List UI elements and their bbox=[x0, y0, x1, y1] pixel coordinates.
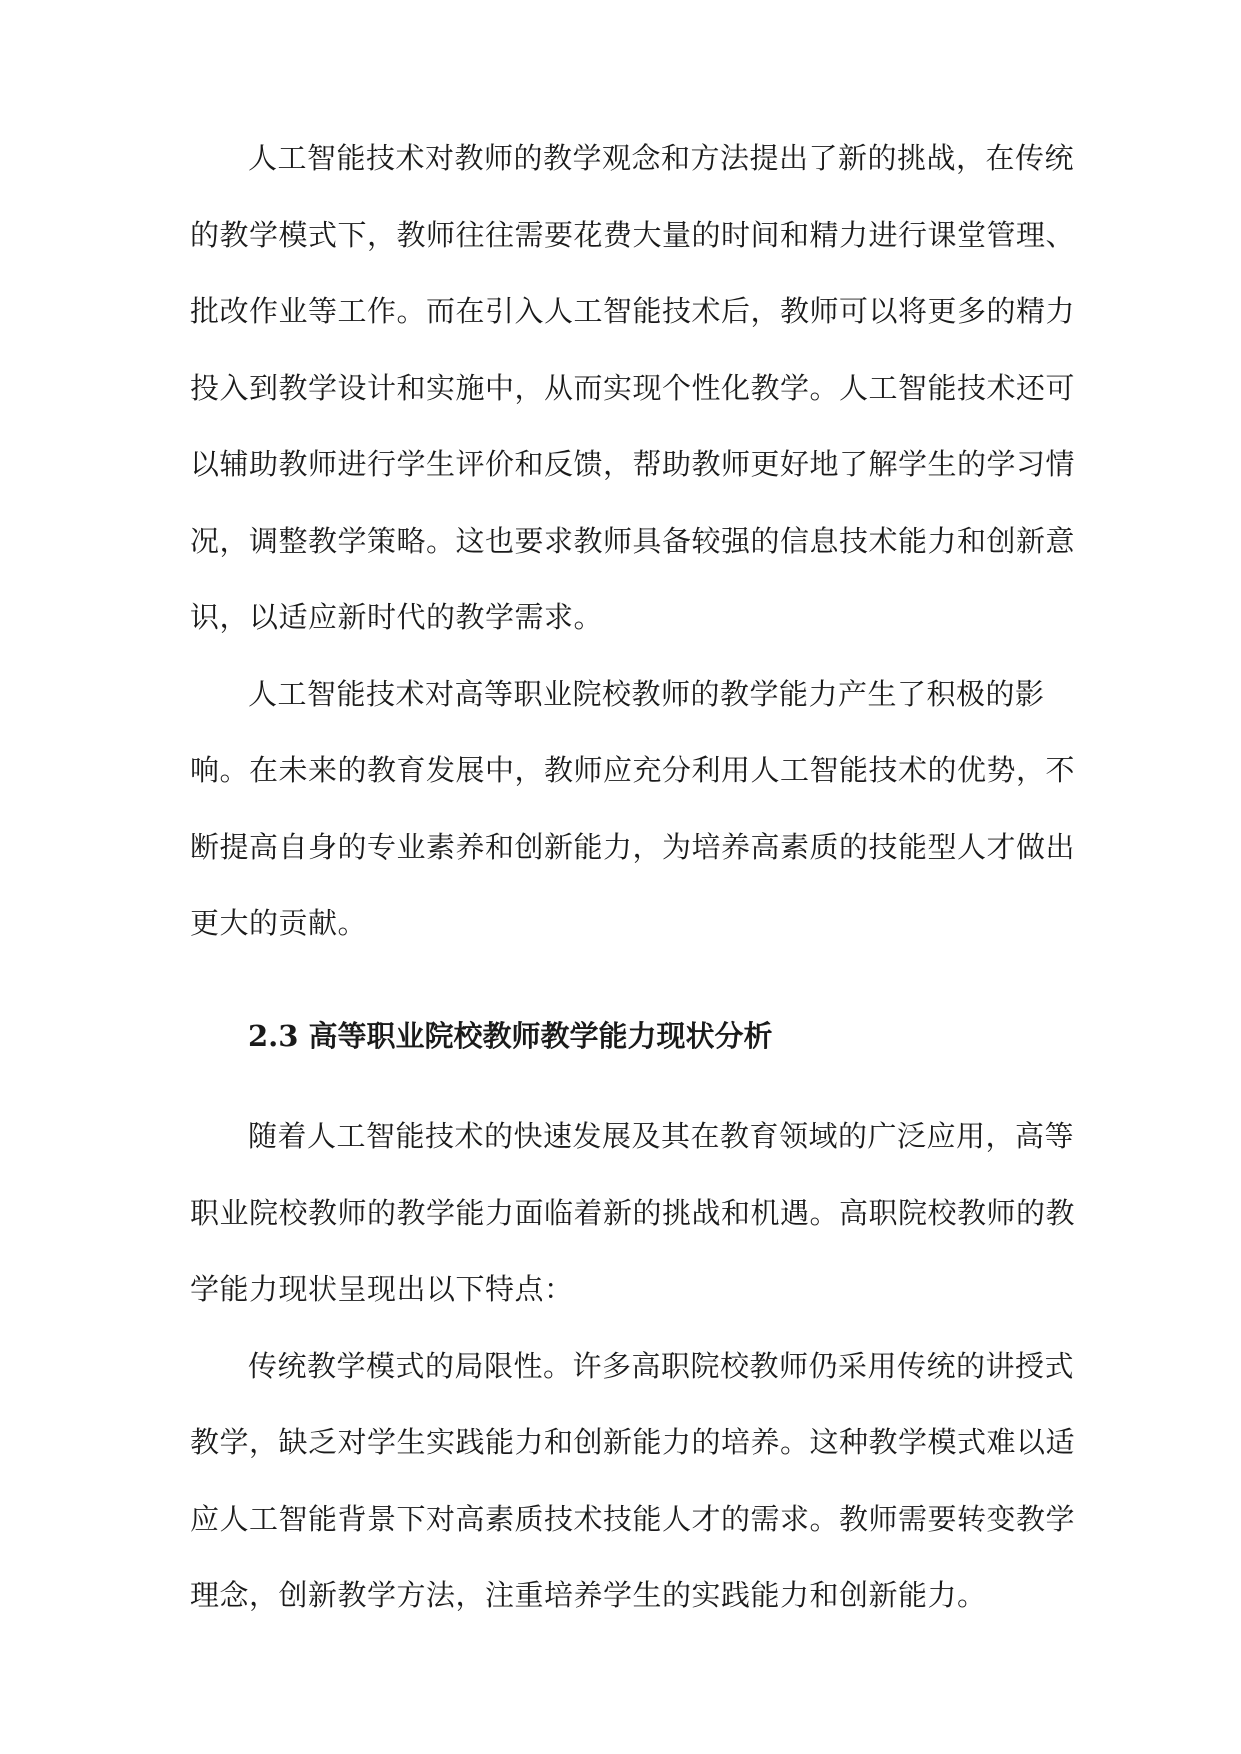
paragraph-line: 以辅助教师进行学生评价和反馈，帮助教师更好地了解学生的学习情 bbox=[190, 447, 1076, 481]
paragraph-traditional-limits bbox=[190, 1346, 1076, 1652]
paragraph-line: 学能力现状呈现出以下特点： bbox=[190, 1272, 574, 1307]
paragraph-line: 理念，创新教学方法，注重培养学生的实践能力和创新能力。 bbox=[190, 1578, 987, 1613]
paragraph-line: 更大的贡献。 bbox=[190, 906, 368, 940]
paragraph-line: 传统教学模式的局限性。许多高职院校教师仍采用传统的讲授式 bbox=[248, 1348, 1075, 1383]
paragraph-line: 人工智能技术对高等职业院校教师的教学能力产生了积极的影 bbox=[248, 676, 1045, 711]
paragraph-line: 教学，缺乏对学生实践能力和创新能力的培养。这种教学模式难以适 bbox=[190, 1425, 1076, 1460]
paragraph-line: 响。在未来的教育发展中，教师应充分利用人工智能技术的优势，不 bbox=[190, 753, 1076, 787]
paragraph-line: 投入到教学设计和实施中，从而实现个性化教学。人工智能技术还可 bbox=[190, 370, 1076, 405]
paragraph-current-status bbox=[190, 1116, 1076, 1346]
paragraph-line: 况，调整教学策略。这也要求教师具备较强的信息技术能力和创新意 bbox=[190, 523, 1076, 558]
paragraph-line: 识，以适应新时代的教学需求。 bbox=[190, 600, 604, 634]
paragraph-line: 随着人工智能技术的快速发展及其在教育领域的广泛应用，高等 bbox=[248, 1119, 1075, 1154]
document-body bbox=[190, 138, 1076, 1652]
paragraph-positive-impact bbox=[190, 674, 1076, 980]
paragraph-line: 批改作业等工作。而在引入人工智能技术后，教师可以将更多的精力 bbox=[190, 294, 1076, 328]
paragraph-ai-challenge bbox=[190, 138, 1076, 674]
section-heading: 2.3 高等职业院校教师教学能力现状分析 bbox=[248, 1018, 773, 1053]
paragraph-line: 的教学模式下，教师往往需要花费大量的时间和精力进行课堂管理、 bbox=[190, 217, 1076, 252]
paragraph-line: 应人工智能背景下对高素质技术技能人才的需求。教师需要转变教学 bbox=[190, 1501, 1076, 1536]
paragraph-line: 断提高自身的专业素养和创新能力，为培养高素质的技能型人才做出 bbox=[190, 829, 1076, 864]
paragraph-line: 职业院校教师的教学能力面临着新的挑战和机遇。高职院校教师的教 bbox=[190, 1195, 1076, 1230]
paragraph-line: 人工智能技术对教师的教学观念和方法提出了新的挑战，在传统 bbox=[248, 141, 1075, 175]
